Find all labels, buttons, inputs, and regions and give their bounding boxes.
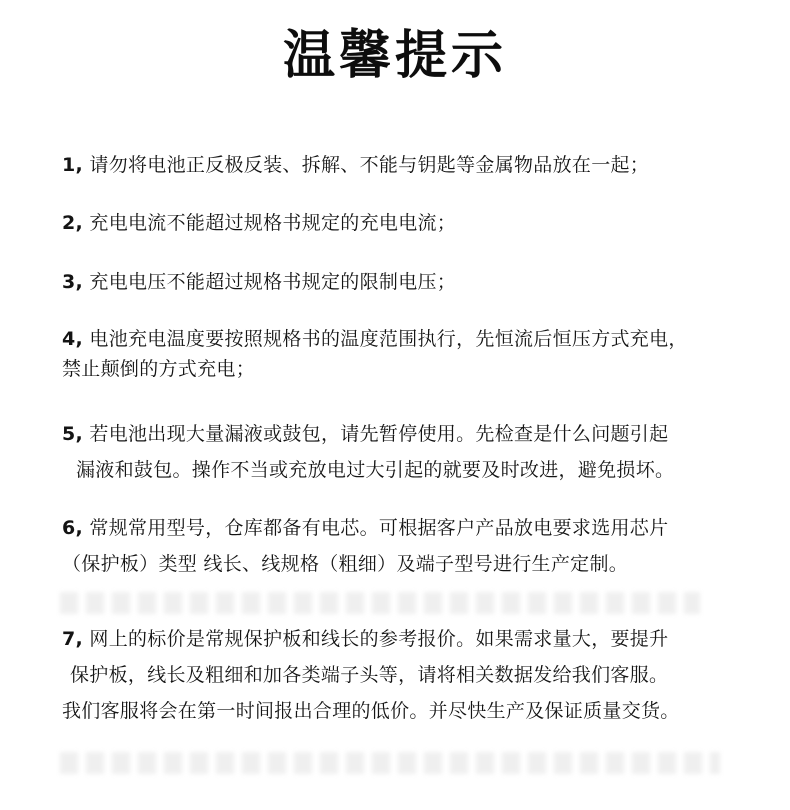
- page-title: 温馨提示: [282, 26, 507, 86]
- item-text: 我们客服将会在第一时间报出合理的低价。并尽快生产及保证质量交货。: [62, 700, 680, 722]
- notice-item-4-continued: [62, 356, 255, 382]
- item-number: 4,: [62, 328, 84, 350]
- item-number: 2,: [62, 212, 84, 234]
- notice-item-1: [62, 152, 649, 178]
- notice-item-6-continued: [62, 551, 628, 577]
- notice-item-6: [62, 515, 668, 541]
- faint-watermark: [60, 592, 700, 614]
- notice-item-5-continued: [76, 457, 674, 483]
- item-number: 5,: [62, 423, 84, 445]
- item-text: 常规常用型号，仓库都备有电芯。可根据客户产品放电要求选用芯片: [89, 517, 669, 539]
- notice-item-7-continued: [70, 662, 668, 688]
- item-number: 7,: [62, 628, 84, 650]
- item-text: 充电电流不能超过规格书规定的充电电流；: [89, 212, 457, 234]
- item-text: 保护板，线长及粗细和加各类端子头等，请将相关数据发给我们客服。: [70, 664, 669, 686]
- item-text: 禁止颠倒的方式充电；: [62, 358, 256, 380]
- notice-item-3: [62, 269, 456, 295]
- notice-item-2: [62, 210, 456, 236]
- item-text: 若电池出现大量漏液或鼓包，请先暂停使用。先检查是什么问题引起: [89, 423, 669, 445]
- notice-item-4: [62, 326, 688, 352]
- item-text: 网上的标价是常规保护板和线长的参考报价。如果需求量大，要提升: [89, 628, 669, 650]
- item-number: 6,: [62, 517, 84, 539]
- item-number: 3,: [62, 271, 84, 293]
- item-text: 充电电压不能超过规格书规定的限制电压；: [89, 271, 457, 293]
- item-text: 请勿将电池正反极反装、拆解、不能与钥匙等金属物品放在一起；: [89, 154, 650, 176]
- notice-item-7-continued-2: [62, 698, 680, 724]
- notice-item-5: [62, 421, 668, 447]
- item-text: （保护板）类型 线长、线规格（粗细）及端子型号进行生产定制。: [62, 553, 629, 575]
- item-text: 电池充电温度要按照规格书的温度范围执行，先恒流后恒压方式充电，: [89, 328, 688, 350]
- notice-item-7: [62, 626, 668, 652]
- item-text: 漏液和鼓包。操作不当或充放电过大引起的就要及时改进，避免损坏。: [76, 459, 675, 481]
- faint-watermark-bottom: [60, 752, 720, 774]
- item-number: 1,: [62, 154, 84, 176]
